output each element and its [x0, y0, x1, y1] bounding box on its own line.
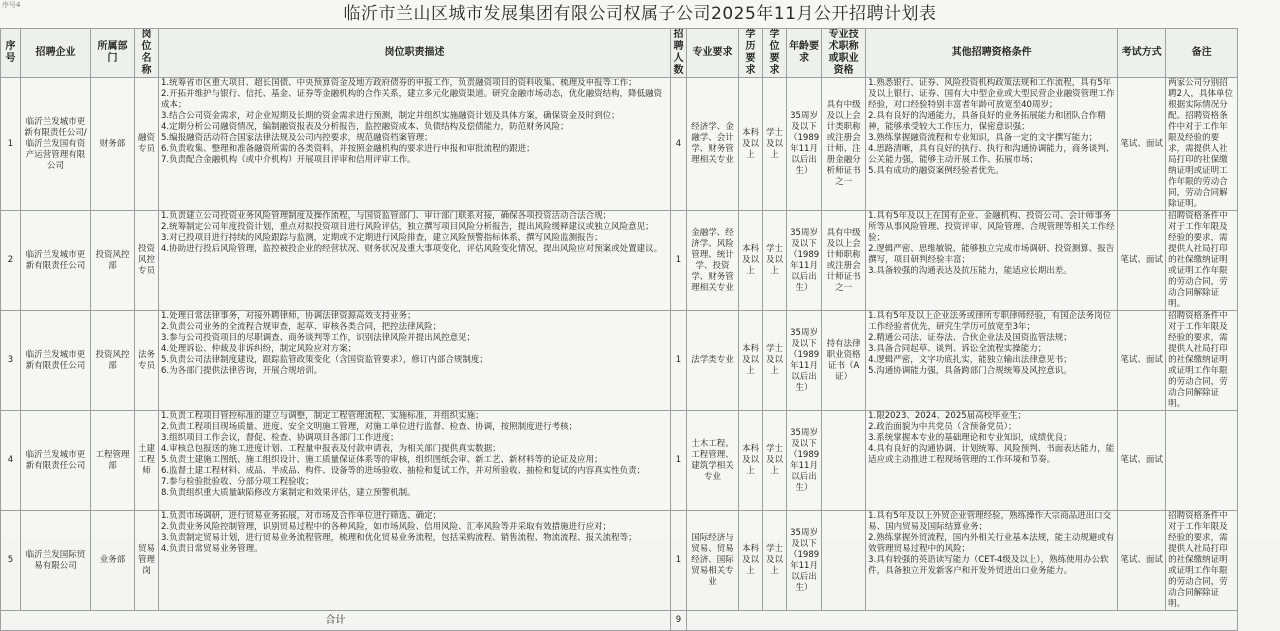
- header-no: 序号: [1, 29, 21, 78]
- header-degree: 学位要求: [763, 29, 787, 78]
- condition-line: 1.具有5年及以上外贸企业管理经验，熟练操作大宗商品进出口交易、国内贸易及国际结算业务；: [868, 511, 1112, 532]
- conditions-cell: [866, 411, 1118, 511]
- duty-line: 3.对已投项目进行持续的风险跟踪与监测，定期或不定期进行风险排查，建立风险预警指标体系，撰写风险监测报告；: [161, 233, 603, 243]
- age-cell: 35周岁及以下（1989年11月以后出生）: [787, 511, 822, 611]
- duty-cell: [159, 311, 671, 411]
- degree-cell: 学士及以上: [763, 511, 787, 611]
- conditions-cell: [866, 211, 1118, 311]
- duty-line: 4.审核总包报送的施工进度计划、工程量申报表及付款申请表，为相关部门提供真实数据；: [161, 444, 501, 454]
- condition-line: 5.沟通协调能力强，具备跨部门合规统筹及风控意识。: [868, 366, 1072, 376]
- count-cell: 1: [671, 411, 687, 511]
- dept-cell: 投资风控部: [91, 311, 135, 411]
- count-cell: 1: [671, 311, 687, 411]
- row-no: 3: [1, 311, 21, 411]
- remark-cell: 招聘资格条件中对于工作年限及经验的要求，需提供人社局打印的社保缴纳证明或证明工作年限的劳动合同，劳动合同解除证明。: [1166, 211, 1238, 311]
- dept-cell: 财务部: [91, 78, 135, 211]
- duty-line: 7.参与检验批验收、分部分项工程验收；: [161, 477, 314, 487]
- major-cell: 土木工程、工程管理、建筑学相关专业: [687, 411, 739, 511]
- remark-cell: [1166, 411, 1238, 511]
- company-cell: 临沂兰发城市更新有限责任公司: [21, 211, 91, 311]
- title-req-cell: [822, 411, 866, 511]
- title-req-cell: 具有中级及以上会计师职称或注册会计师证书之一: [822, 211, 866, 311]
- total-label: 合计: [1, 611, 671, 631]
- duty-cell: [159, 511, 671, 611]
- exam-cell: 笔试、面试: [1118, 78, 1166, 211]
- duty-line: 3.结合公司资金需求，对企业短期及长期的资金需求进行预测，制定并组织实施融资计划及具体方案，确保资金及时到位；: [161, 111, 620, 121]
- total-blank: [687, 611, 1238, 631]
- condition-line: 3.具备较强的沟通表达及抗压能力，能适应长期出差。: [868, 266, 1072, 276]
- duty-line: 2.开拓并维护与银行、信托、基金、证券等金融机构的合作关系，建立多元化融资渠道。研究金融市场动态，优化融资结构，降低融资成本；: [161, 89, 663, 110]
- exam-cell: 笔试、面试: [1118, 511, 1166, 611]
- condition-line: 1.具有5年及以上企业法务或律所专职律师经验，有国企法务岗位工作经验者优先，研究生学历可放宽至3年；: [868, 311, 1112, 332]
- remark-cell: 两家公司分别招聘2人，具体单位根据实际情况分配。招聘资格条件中对于工作年限及经验的要求，需提供人社局打印的社保缴纳证明或证明工作年限的劳动合同，劳动合同解除证明。: [1166, 78, 1238, 211]
- company-cell: 临沂兰发国际贸易有限公司: [21, 511, 91, 611]
- condition-line: 2.政治面貌为中共党员（含预备党员）；: [868, 422, 1017, 432]
- condition-line: 1.限2023、2024、2025届高校毕业生；: [868, 411, 1027, 421]
- condition-line: 3.系统掌握本专业的基础理论和专业知识，成绩优良；: [868, 433, 1072, 443]
- table-row: [1, 211, 1238, 311]
- header-remark: 备注: [1166, 29, 1238, 78]
- page-title: 临沂市兰山区城市发展集团有限公司权属子公司2025年11月公开招聘计划表: [343, 4, 937, 24]
- duty-line: 1.负责工程项目管控标准的建立与调整，制定工程管理流程、实施标准，并组织实施；: [161, 411, 484, 421]
- remark-cell: 招聘资格条件中对于工作年限及经验的要求，需提供人社局打印的社保缴纳证明或证明工作年限的劳动合同，劳动合同解除证明。: [1166, 511, 1238, 611]
- duty-line: 6.监督土建工程材料、成品、半成品、构件、设备等的进场验收、抽检和复试工作，并对所验收、抽检和复试的内容真实性负责；: [161, 466, 646, 476]
- total-count: 9: [671, 611, 687, 631]
- condition-line: 5.具有成功的融资案例经验者优先。: [868, 166, 1004, 176]
- edu-cell: 本科及以上: [739, 78, 763, 211]
- conditions-cell: [866, 311, 1118, 411]
- degree-cell: 学士及以上: [763, 411, 787, 511]
- age-cell: 35周岁及以下（1989年11月以后出生）: [787, 211, 822, 311]
- edu-cell: 本科及以上: [739, 311, 763, 411]
- dept-cell: 投资风控部: [91, 211, 135, 311]
- duty-line: 4.处理诉讼、仲裁及非诉纠纷，制定风险应对方案；: [161, 344, 357, 354]
- conditions-cell: [866, 511, 1118, 611]
- header-title-req: 专业技术职称或职业资格: [822, 29, 866, 78]
- duty-line: 1.负责建立公司投资业务风险管理制度及操作流程，与国资监管部门、审计部门联系对接，确保各项投资活动合法合规；: [161, 211, 612, 221]
- duty-line: 3.组织项目工作会议，督促、检查、协调项目各部门工作进度；: [161, 433, 399, 443]
- duty-cell: [159, 78, 671, 211]
- header-count: 招聘人数: [671, 29, 687, 78]
- table-row: [1, 411, 1238, 511]
- duty-line: 1.负责市场调研，进行贸易业务拓展，对市场及合作单位进行筛选、确定；: [161, 511, 442, 521]
- header-major: 专业要求: [687, 29, 739, 78]
- condition-line: 1.熟悉银行、证券、风险投资机构政策法规和工作流程，具有5年及以上银行、证券、国有大中型企业或大型民营企业融资管理工作经验，对口经验特别丰富者年龄可放宽至40周岁；: [868, 78, 1115, 110]
- header-edu: 学历要求: [739, 29, 763, 78]
- company-cell: 临沂兰发城市更新有限责任公司: [21, 311, 91, 411]
- duty-cell: [159, 211, 671, 311]
- major-cell: 金融学、经济学、风险管理、统计学、投资学、财务管理相关专业: [687, 211, 739, 311]
- condition-line: 1.具有5年及以上在国有企业、金融机构、投资公司、会计师事务所等从事风险管理、投资评审、风险管理、合规管理等相关工作经验；: [868, 211, 1115, 243]
- age-cell: 35周岁及以下（1989年11月以后出生）: [787, 311, 822, 411]
- degree-cell: 学士及以上: [763, 311, 787, 411]
- row-no: 5: [1, 511, 21, 611]
- table-row: [1, 78, 1238, 211]
- row-no: 4: [1, 411, 21, 511]
- post-cell: 融资专员: [135, 78, 159, 211]
- count-cell: 4: [671, 78, 687, 211]
- header-company: 招聘企业: [21, 29, 91, 78]
- duty-line: 8.负责组织重大质量缺陷修改方案制定和效果评估，建立预警机制。: [161, 488, 416, 498]
- degree-cell: 学士及以上: [763, 211, 787, 311]
- company-cell: 临沂兰发城市更新有限责任公司/临沂兰发国有资产运营管理有限公司: [21, 78, 91, 211]
- condition-line: 4.具有良好的沟通协调、计划统筹、风险预判、书面表达能力，能适应或主动推进工程现场管理的工作环境和节奏。: [868, 444, 1115, 465]
- duty-line: 5.负责土建施工图纸、施工组织设计、施工质量保证体系等的审核，组织图纸会审、新工艺、新材料等的论证及应用；: [161, 455, 603, 465]
- condition-line: 2.熟练掌握外贸流程，国内外相关行业基本法规，能主动规避或有效管理贸易过程中的风险；: [868, 533, 1115, 554]
- duty-line: 5.负责公司法律制度建设，跟踪监管政策变化（含国资监管要求），修订内部合规制度；: [161, 355, 488, 365]
- exam-cell: 笔试、面试: [1118, 311, 1166, 411]
- header-other: 其他招聘资格条件: [866, 29, 1118, 78]
- duty-line: 2.负责公司业务的全流程合规审查，起草、审核各类合同，把控法律风险；: [161, 322, 442, 332]
- table-row: [1, 311, 1238, 411]
- post-cell: 贸易管理岗: [135, 511, 159, 611]
- company-cell: 临沂兰发城市更新有限责任公司: [21, 411, 91, 511]
- condition-line: 2.精通公司法、证券法、合伙企业法及国资监管法规；: [868, 333, 1072, 343]
- table-row: [1, 511, 1238, 611]
- condition-line: 4.逻辑严密，文字功底扎实，能独立输出法律意见书；: [868, 355, 1072, 365]
- exam-cell: 笔试、面试: [1118, 411, 1166, 511]
- row-no: 2: [1, 211, 21, 311]
- title-req-cell: [822, 511, 866, 611]
- post-cell: 土建工程师: [135, 411, 159, 511]
- title-req-cell: 持有法律职业资格证书（A证）: [822, 311, 866, 411]
- condition-line: 4.思路清晰，具有良好的执行、执行和沟通协调能力，商务谈判、公关能力强，能够主动开展工作、拓展市场；: [868, 144, 1115, 165]
- edu-cell: 本科及以上: [739, 411, 763, 511]
- edu-cell: 本科及以上: [739, 511, 763, 611]
- header-exam: 考试方式: [1118, 29, 1166, 78]
- header-duty: 岗位职责描述: [159, 29, 671, 78]
- age-cell: 35周岁及以下（1989年11月以后出生）: [787, 78, 822, 211]
- edu-cell: 本科及以上: [739, 211, 763, 311]
- duty-line: 2.负责工程项目现场质量、进度、安全文明施工管理，对施工单位进行监督、检查、协调，按照制度进行考核；: [161, 422, 578, 432]
- post-cell: 投资风控专员: [135, 211, 159, 311]
- duty-line: 6.负责收集、整理和准备融资所需的各类资料，并按照金融机构的要求进行申报和审批流程的跟进；: [161, 144, 535, 154]
- row-no: 1: [1, 78, 21, 211]
- condition-line: 3.具备合同起草、谈判、诉讼全流程实操能力；: [868, 344, 1047, 354]
- major-cell: 国际经济与贸易、贸易经济、国际贸易相关专业: [687, 511, 739, 611]
- duty-cell: [159, 411, 671, 511]
- remark-cell: 招聘资格条件中对于工作年限及经验的要求，需提供人社局打印的社保缴纳证明或证明工作年限的劳动合同，劳动合同解除证明。: [1166, 311, 1238, 411]
- count-cell: 1: [671, 211, 687, 311]
- dept-cell: 业务部: [91, 511, 135, 611]
- major-cell: 经济学、金融学、会计学、财务管理相关专业: [687, 78, 739, 211]
- count-cell: 1: [671, 511, 687, 611]
- total-row: [1, 611, 1238, 631]
- header-post: 岗位名称: [135, 29, 159, 78]
- duty-line: 1.统筹省市区重大项目、超长国债、中央预算资金及地方政府债券的申报工作，负责融资项目的资料收集、梳理及申报等工作；: [161, 78, 637, 88]
- condition-line: 2.具有良好的沟通能力，具备良好的业务拓展能力和团队合作精神，能够承受较大工作压力，保密意识强；: [868, 111, 1106, 132]
- exam-cell: 笔试、面试: [1118, 211, 1166, 311]
- age-cell: 35周岁及以下（1989年11月以后出生）: [787, 411, 822, 511]
- conditions-cell: [866, 78, 1118, 211]
- condition-line: 3.具有较强的英语读写能力（CET-4级及以上），熟练使用办公软件，具备独立开发新客户和开发外贸进出口业务能力。: [868, 555, 1109, 576]
- header-row: [1, 29, 1238, 78]
- duty-line: 1.处理日常法律事务，对接外聘律师，协调法律资源高效支持业务；: [161, 311, 416, 321]
- duty-line: 4.负责日常贸易业务管理。: [161, 544, 263, 554]
- duty-line: 3.参与公司投资项目的尽职调查、商务谈判等工作，识别法律风险并提出风控意见；: [161, 333, 476, 343]
- duty-line: 6.为各部门提供法律咨询，开展合规培训。: [161, 366, 323, 376]
- duty-line: 3.负责制定贸易计划，进行贸易业务流程管理，梳理和优化贸易业务流程，包括采购流程、销售流程、物流流程、报关流程等；: [161, 533, 637, 543]
- duty-line: 4.定期分析公司融资情况，编制融资报表及分析报告，监控融资成本、负债结构及偿债能力，防范财务风险；: [161, 122, 569, 132]
- duty-line: 2.统筹制定公司年度投资计划，重点对拟投资项目进行风险评估，独立撰写项目风险分析报告，提出风险缓释建议或独立风险意见；: [161, 222, 654, 232]
- duty-line: 7.负责配合金融机构（或中介机构）开展项目评审和信用评审工作。: [161, 155, 416, 165]
- duty-line: 5.编报融资活动符合国家法律法规及公司内控要求，规范融资档案管理；: [161, 133, 433, 143]
- duty-line: 4.协助进行投后风险管理，监控被投企业的经营状况、财务状况及重大事项变化，评估风险变化情况，提出风险应对预案或处置建议。: [161, 244, 663, 254]
- degree-cell: 学士及以上: [763, 78, 787, 211]
- post-cell: 法务专员: [135, 311, 159, 411]
- duty-line: 2.负责业务风险控制管理，识别贸易过程中的各种风险，如市场风险、信用风险、汇率风险等并采取有效措施进行应对；: [161, 522, 612, 532]
- header-age: 年龄要求: [787, 29, 822, 78]
- major-cell: 法学类专业: [687, 311, 739, 411]
- title-req-cell: 具有中级及以上会计类职称或注册会计师、注册金融分析师证书之一: [822, 78, 866, 211]
- header-dept: 所属部门: [91, 29, 135, 78]
- corner-mark: 序号4: [2, 1, 21, 9]
- recruitment-table: [0, 28, 1238, 631]
- condition-line: 2.逻辑严密、思维敏锐，能够独立完成市场调研、投资测算、报告撰写，项目研判经验丰富；: [868, 244, 1115, 265]
- dept-cell: 工程管理部: [91, 411, 135, 511]
- condition-line: 3.熟练掌握融资流程和专业知识，具备一定的文字撰写能力；: [868, 133, 1098, 143]
